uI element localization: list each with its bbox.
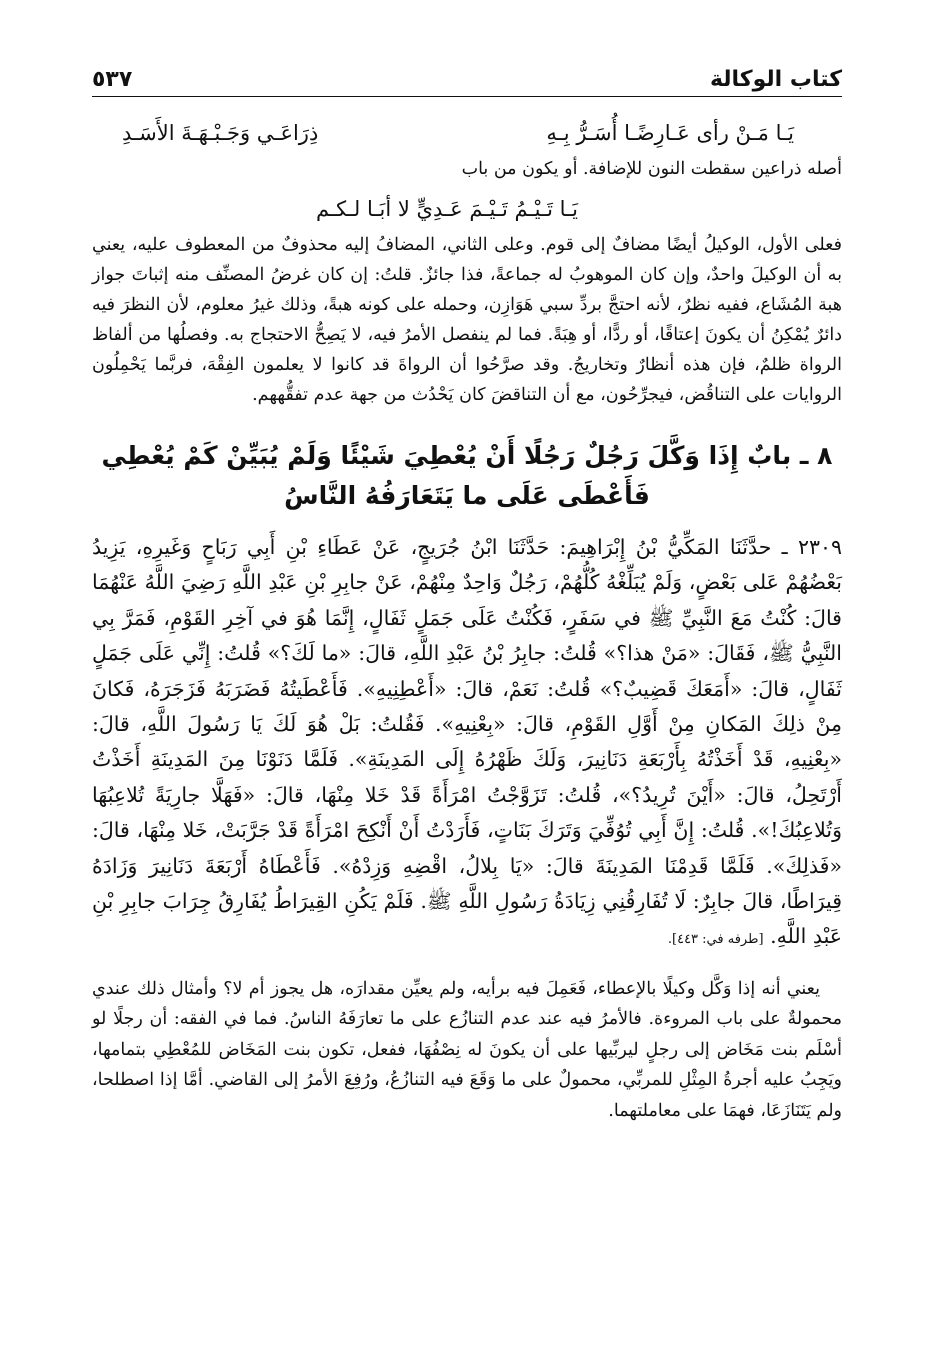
poetry-verse-2 [92, 188, 842, 230]
chapter-heading [92, 436, 842, 516]
grammar-note: أصله ذراعين سقطت النون للإضافة. أو يكون من باب [461, 159, 842, 179]
page-body [92, 112, 842, 1126]
commentary-paragraph-1: فعلى الأول، الوكيلُ أيضًا مضافٌ إلى قوم. وعلى الثاني، المضافُ إليه محذوفٌ من المعطوف عليه، يعني به أن الوكيلَ واحدٌ، وإن كان الموهوبُ له جماعةً، فذا جائزٌ. قلتُ: إن كان غرضُ المصنِّف منه إثباتَ جواز هبة المُشَاع، ففيه نظرٌ، لأنه احتجَّ بردِّ سبي هَوَازِن، وحمله على كونه هبةً، وذلك غيرُ معلوم، لأن النظرَ فيه دائرٌ يُمْكِنُ أن يكونَ إعتاقًا، أو ردًّا، أو هِبَةً. فما لم ينفصل الأمرُ فيه، لا يَصِحُّ الاحتجاج به. وفصلُها من ألفاظ الرواة ظلمٌ، فإن هذه أنظارٌ وتخاريجُ. وقد صرَّحُوا أن الرواةَ قد كانوا لا يعلمون الفِقْهَ، فربَّما يَحْمِلُون الروايات على التناقُض، فيجرِّحُون، مع أن التناقضَ كان يَحْدُث من جهة عدم تفقُّههم. [92, 235, 842, 405]
verse-2-text: يَـا تَـيْـمُ تَـيْـمَ عَـدِيٍّ لا أبَـا لـكـم [316, 197, 578, 221]
page-header [92, 58, 842, 97]
hadith-text: ٢٣٠٩ ـ حدَّثَنَا المَكِّيُّ بْنُ إِبْرَاهِيمَ: حَدَّثَنَا ابْنُ جُرَيجٍ، عَنْ عَطَاءِ بْنِ أَبِي رَبَاحٍ وَغَيرِهِ، يَزِيدُ بَعْضُهُمْ عَلى بَعْضٍ، وَلَمْ يُبَلِّغْهُ كُلُّهُمْ، رَجُلٌ وَاحِدٌ مِنْهُمْ، عَنْ جابِرِ بْنِ عَبْدِ اللَّهِ رَضِيَ اللَّهُ عَنْهُمَا قالَ: كُنْتُ مَعَ النَّبِيِّ ﷺ في سَفَرٍ، فَكُنْتُ عَلَى جَمَلٍ ثَفَالٍ، إِنَّمَا هُوَ في آخِرِ القَوْمِ، فَمَرَّ بِي النَّبِيُّ ﷺ، فَقَالَ: «مَنْ هذا؟» قُلتُ: جابِرُ بْنُ عَبْدِ اللَّهِ، قالَ: «ما لَكَ؟» قُلتُ: إِنِّي عَلَى جَمَلٍ ثَفَالٍ، قالَ: «أَمَعَكَ قَضِيبٌ؟» قُلتُ: نَعَمْ، قالَ: «أَعْطِنِيهِ». فَأَعْطَيتُهُ فَضَرَبَهُ فَزَجَرَهُ، فَكانَ مِنْ ذلِكَ المَكانِ مِنْ أَوَّلِ القَوْمِ، قالَ: «بِعْنِيهِ». فَقُلتُ: بَلْ هُوَ لَكَ يَا رَسُولَ اللَّهِ، قالَ: «بِعْنِيهِ، قَدْ أَخَذْتُهُ بِأَرْبَعَةِ دَنَانِيرَ، وَلَكَ ظَهْرُهُ إِلَى المَدِينَةِ». فَلَمَّا دَنَوْنَا مِنَ المَدِينَةِ أَخَذْتُ أَرْتَحِلُ، قالَ: «أَيْنَ تُرِيدُ؟»، قُلتُ: تَزَوَّجْتُ امْرَأَةً قَدْ خَلا مِنْهَا، قالَ: «فَهَلَّا جارِيَةً تُلاعِبُهَا وَتُلاعِبُكَ!». قُلتُ: إِنَّ أَبِي تُوُفِّيَ وَتَرَكَ بَنَاتٍ، فَأَرَدْتُ أَنْ أَنْكِحَ امْرَأَةً قَدْ جَرَّبَتْ، خَلا مِنْهَا، قالَ: «فَذلِكَ». فَلَمَّا قَدِمْنَا المَدِينَةَ قالَ: «يَا بِلالُ، اقْضِهِ وَزِدْهُ». فَأَعْطَاهُ أَرْبَعَةَ دَنَانِيرَ وَزَادَهُ قِيرَاطًا، قالَ جابِرٌ: لَا تُفَارِقُنِي زِيَادَةُ رَسُولِ اللَّهِ ﷺ. فَلَمْ يَكُنِ القِيرَاطُ يُفَارِقُ جِرَابَ جابِرِ بْنِ عَبْدِ اللَّهِ. [92, 535, 842, 949]
verse-1-first-hemistich: يَـا مَـنْ رأى عَـارِضًـا أُسَـرُّ بِـهِ [546, 121, 794, 145]
page-number: ٥٣٧ [92, 67, 133, 92]
chapter-heading-line-1: ٨ ـ بابٌ إِذَا وَكَّلَ رَجُلٌ رَجُلًا أَنْ يُعْطِيَ شَيْئًا وَلَمْ يُبَيِّنْ كَمْ يُعْطِي [101, 441, 833, 470]
hadith-cross-reference: [طرفه في: ٤٤٣]. [667, 932, 764, 948]
chapter-heading-line-2: فَأَعْطَى عَلَى ما يَتَعَارَفُهُ النَّاسُ [284, 481, 650, 510]
poetry-verse-1 [92, 112, 842, 154]
book-title: كتاب الوكالة [709, 67, 842, 92]
verse-1-second-hemistich: ذِرَاعَـي وَجَـبْـهَـةَ الأَسَـدِ [122, 121, 319, 145]
commentary-paragraph-2: يعني أنه إذا وَكَّل وكيلًا بالإعطاء، فَعَمِلَ فيه برأيه، ولم يعيِّن مقدارَه، هل يجوز أم لا؟ وأمثال ذلك عندي محمولةٌ على باب المروءة. فالأمرُ فيه عند عدم التنازُع على ما تعارَفَهُ الناسُ. فما في الفقه: أن رجلًا لو أسْلَم بنت مَخَاض إلى رجلٍ ليربِّيها على أن يكونَ له نِصْفُهَا، ففعل، تكون بنت المَخَاض للمُعْطِي بتمامها، ويَجِبُ عليه أجرةُ المِثْلِ للمربِّي، محمولٌ على ما وَقَعَ فيه التنازُعُ، ورُفِعَ الأمرُ إلى القاضي. أمَّا إذا اصطلحا، ولم يَتَنَازَعَا، فهمَا على معاملتهما. [92, 978, 842, 1121]
hadith-2309 [92, 530, 842, 958]
